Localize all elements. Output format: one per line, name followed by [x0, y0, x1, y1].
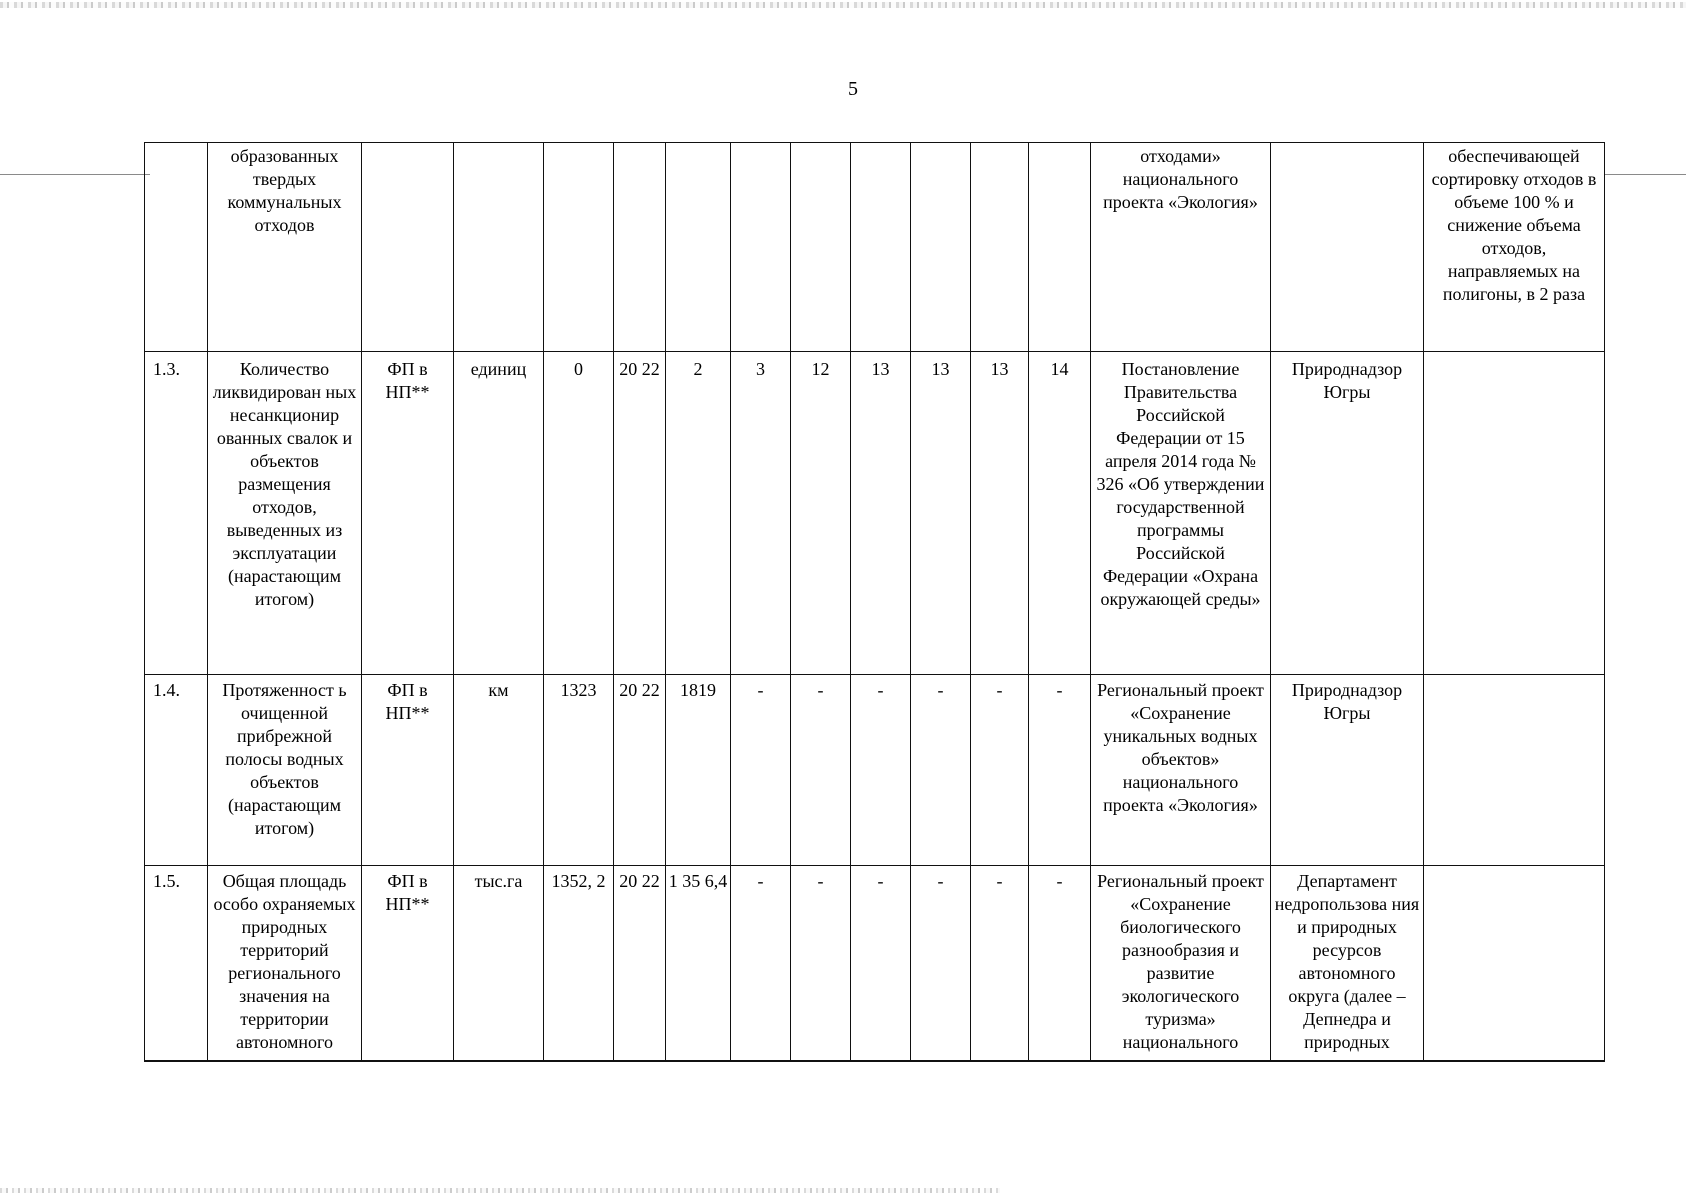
fold-line-left	[0, 174, 150, 175]
unit: км	[454, 675, 544, 866]
row-number	[145, 143, 208, 352]
value-1: 1 35 6,4	[666, 866, 731, 1062]
indicator-name: образованных твердых коммунальных отходов	[208, 143, 362, 352]
source-document: Постановление Правительства Российской Федерации от 15 апреля 2014 года № 326 «Об утверждении государственной программы Российской Федерации «Охрана окружающей среды»	[1091, 352, 1271, 675]
base-value: 0	[544, 352, 614, 675]
value-6: -	[971, 866, 1029, 1062]
value-5: -	[911, 866, 971, 1062]
value-6	[971, 143, 1029, 352]
base-value	[544, 143, 614, 352]
value-3	[791, 143, 851, 352]
unit: тыс.га	[454, 866, 544, 1062]
expected-result: обеспечивающей сортировку отходов в объеме 100 % и снижение объема отходов, направляемых на полигоны, в 2 раза	[1424, 143, 1605, 352]
value-3: -	[791, 675, 851, 866]
expected-result	[1424, 866, 1605, 1062]
row-number: 1.3.	[145, 352, 208, 675]
value-6: 13	[971, 352, 1029, 675]
source-document: отходами» национального проекта «Экология»	[1091, 143, 1271, 352]
indicator-name: Протяженност ь очищенной прибрежной полосы водных объектов (нарастающим итогом)	[208, 675, 362, 866]
scan-artifact-bottom	[0, 1188, 1000, 1193]
unit	[454, 143, 544, 352]
source-document: Региональный проект «Сохранение уникальных водных объектов» национального проекта «Экология»	[1091, 675, 1271, 866]
source-document: Региональный проект «Сохранение биологического разнообразия и развитие экологического туризма» национального	[1091, 866, 1271, 1062]
value-5: 13	[911, 352, 971, 675]
indicator-name: Общая площадь особо охраняемых природных территорий регионального значения на территории автономного	[208, 866, 362, 1062]
table-row	[145, 866, 1605, 1062]
table-row	[145, 352, 1605, 675]
value-1	[666, 143, 731, 352]
unit: единиц	[454, 352, 544, 675]
indicator-type	[362, 143, 454, 352]
value-2: 3	[731, 352, 791, 675]
responsible-body: Департамент недропользова ния и природных ресурсов автономного округа (далее – Депнедра и природных	[1271, 866, 1424, 1062]
expected-result	[1424, 352, 1605, 675]
responsible-body: Природнадзор Югры	[1271, 352, 1424, 675]
row-number: 1.4.	[145, 675, 208, 866]
value-7: -	[1029, 866, 1091, 1062]
value-3: 12	[791, 352, 851, 675]
value-4: -	[851, 866, 911, 1062]
base-year: 20 22	[614, 866, 666, 1062]
value-4: 13	[851, 352, 911, 675]
value-7: -	[1029, 675, 1091, 866]
value-2: -	[731, 866, 791, 1062]
value-4: -	[851, 675, 911, 866]
base-value: 1323	[544, 675, 614, 866]
base-year: 20 22	[614, 675, 666, 866]
table-row	[145, 143, 1605, 352]
indicator-type: ФП в НП**	[362, 866, 454, 1062]
value-7: 14	[1029, 352, 1091, 675]
row-number: 1.5.	[145, 866, 208, 1062]
base-year: 20 22	[614, 352, 666, 675]
value-2: -	[731, 675, 791, 866]
value-6: -	[971, 675, 1029, 866]
responsible-body: Природнадзор Югры	[1271, 675, 1424, 866]
value-4	[851, 143, 911, 352]
table-row	[145, 675, 1605, 866]
responsible-body	[1271, 143, 1424, 352]
indicators-table	[144, 142, 1605, 1062]
expected-result	[1424, 675, 1605, 866]
page-number: 5	[848, 78, 858, 100]
value-5	[911, 143, 971, 352]
value-5: -	[911, 675, 971, 866]
value-1: 1819	[666, 675, 731, 866]
value-7	[1029, 143, 1091, 352]
base-value: 1352, 2	[544, 866, 614, 1062]
scan-artifact-top	[0, 2, 1686, 8]
indicator-type: ФП в НП**	[362, 675, 454, 866]
value-3: -	[791, 866, 851, 1062]
value-2	[731, 143, 791, 352]
indicator-type: ФП в НП**	[362, 352, 454, 675]
fold-line-right	[1604, 174, 1686, 175]
base-year	[614, 143, 666, 352]
indicator-name: Количество ликвидирован ных несанкционир ованных свалок и объектов размещения отходов, выведенных из эксплуатации (нарастающим итогом)	[208, 352, 362, 675]
value-1: 2	[666, 352, 731, 675]
